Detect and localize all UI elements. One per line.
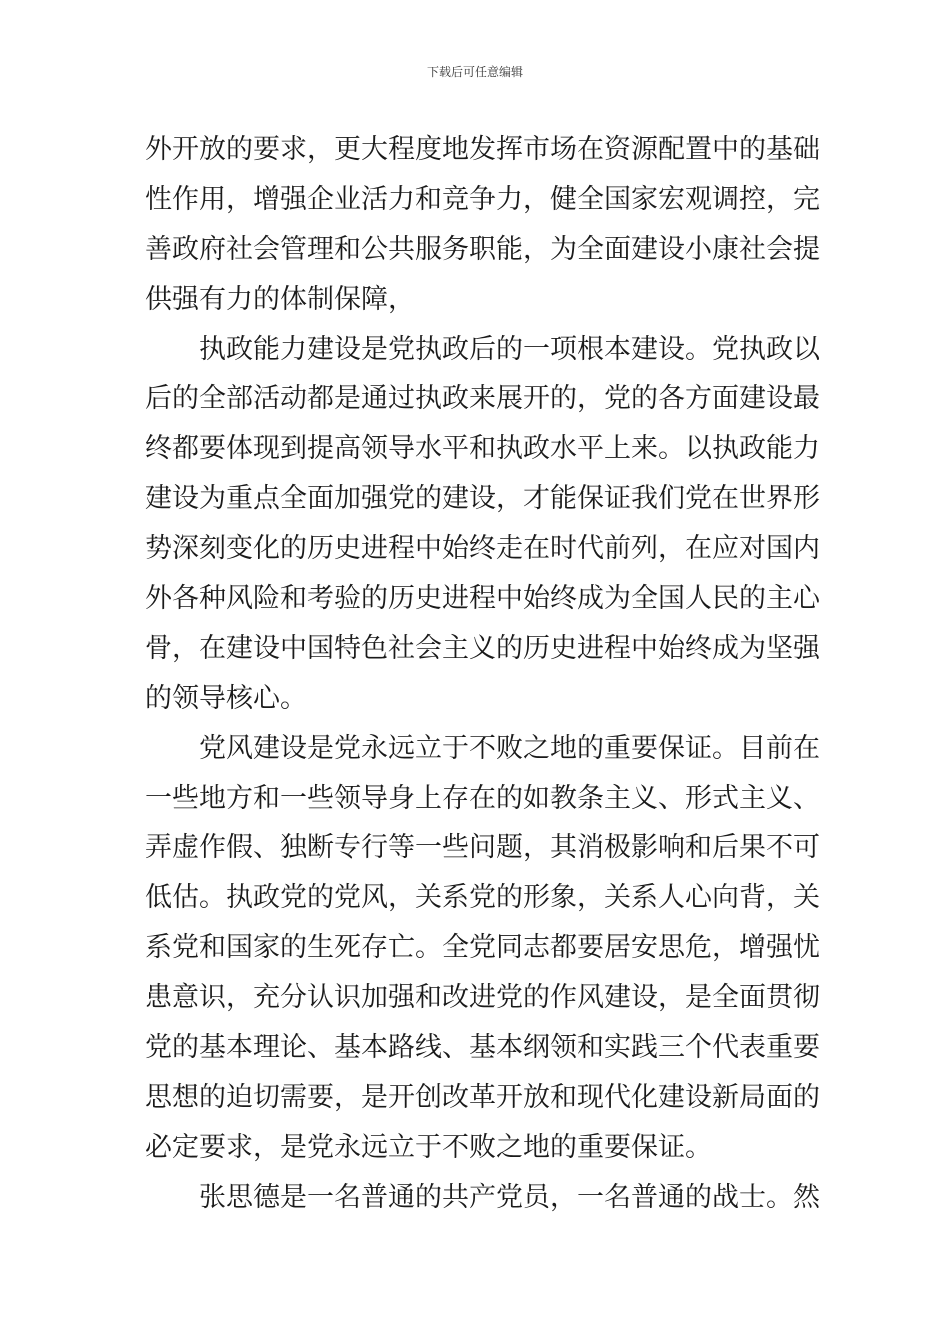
paragraph-1	[145, 125, 820, 325]
text-line: 建设为重点全面加强党的建设，才能保证我们党在世界形	[145, 483, 820, 515]
text-line: 低估。执政党的党风，关系党的形象，关系人心向背，关	[145, 882, 820, 914]
page-header: 下载后可任意编辑	[426, 65, 523, 79]
text-line: 终都要体现到提高领导水平和执政水平上来。以执政能力	[145, 433, 820, 465]
text-line: 势深刻变化的历史进程中始终走在时代前列，在应对国内	[145, 533, 820, 565]
document-body	[145, 125, 820, 1223]
text-line: 后的全部活动都是通过执政来展开的，党的各方面建设最	[145, 383, 820, 415]
paragraph-3	[145, 724, 820, 1173]
paragraph-4	[145, 1173, 820, 1223]
text-line: 党的基本理论、基本路线、基本纲领和实践三个代表重要	[145, 1032, 820, 1064]
text-line: 骨，在建设中国特色社会主义的历史进程中始终成为坚强	[145, 632, 820, 664]
text-line: 党风建设是党永远立于不败之地的重要保证。目前在	[199, 732, 820, 764]
text-line: 系党和国家的生死存亡。全党同志都要居安思危，增强忧	[145, 932, 820, 964]
text-line: 必定要求，是党永远立于不败之地的重要保证。	[145, 1131, 712, 1163]
text-line: 执政能力建设是党执政后的一项根本建设。党执政以	[199, 333, 820, 365]
text-line: 一些地方和一些领导身上存在的如教条主义、形式主义、	[145, 782, 820, 814]
paragraph-2	[145, 325, 820, 724]
text-line: 性作用，增强企业活力和竞争力，健全国家宏观调控，完	[145, 183, 820, 215]
text-line: 外开放的要求，更大程度地发挥市场在资源配置中的基础	[145, 134, 820, 165]
text-line: 患意识，充分认识加强和改进党的作风建设，是全面贯彻	[145, 982, 820, 1014]
text-line: 供强有力的体制保障，	[145, 283, 415, 315]
text-line: 张思德是一名普通的共产党员，一名普通的战士。然	[199, 1181, 820, 1213]
text-line: 思想的迫切需要，是开创改革开放和现代化建设新局面的	[145, 1081, 820, 1113]
text-line: 外各种风险和考验的历史进程中始终成为全国人民的主心	[145, 583, 820, 615]
text-line: 弄虚作假、独断专行等一些问题，其消极影响和后果不可	[145, 832, 820, 864]
text-line: 的领导核心。	[145, 682, 307, 714]
text-line: 善政府社会管理和公共服务职能，为全面建设小康社会提	[145, 233, 820, 265]
